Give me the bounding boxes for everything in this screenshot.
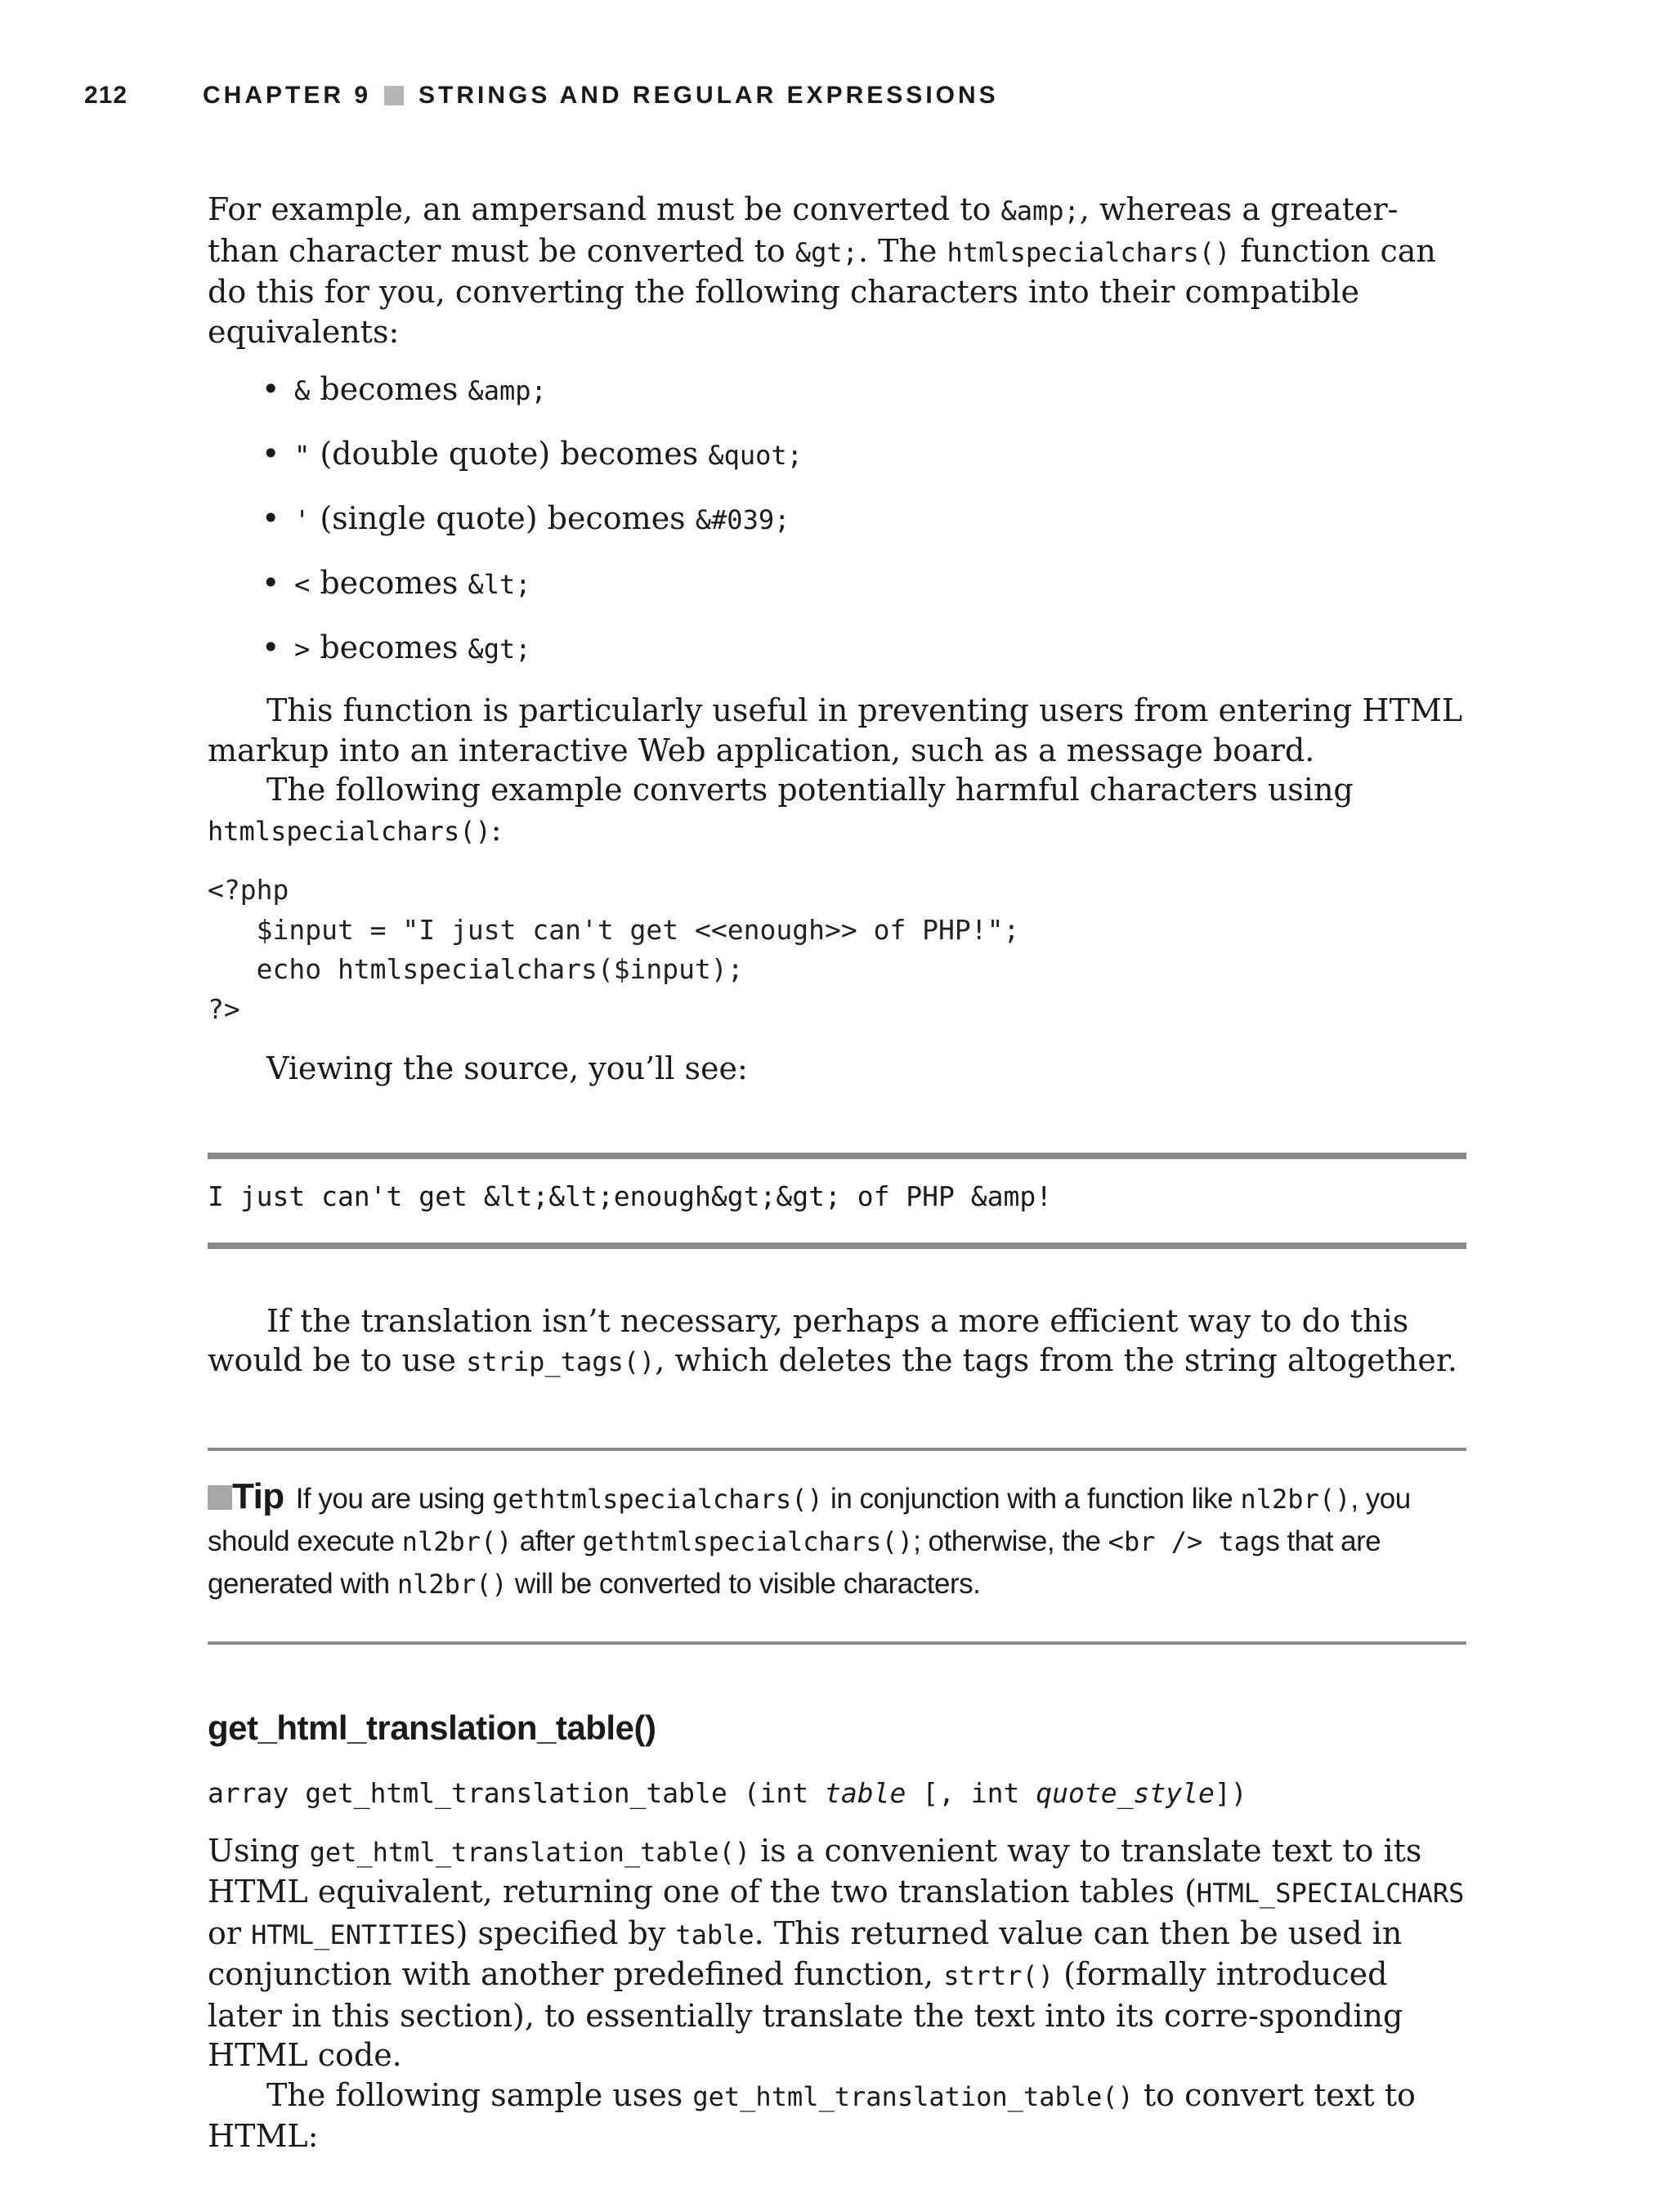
inline-code: htmlspecialchars() [947,236,1231,268]
text: function can do this for you, converting the following characters into their compatible equivalents: [208,232,1436,350]
text: The following sample uses [266,2076,693,2113]
text: ) specified by [455,1914,676,1951]
inline-code: & [294,375,311,406]
inline-code: gethtmlspecialchars() [492,1483,823,1515]
tip-box [208,1448,1466,1645]
inline-code: HTML_SPECIALCHARS [1196,1878,1465,1909]
inline-code: HTML_ENTITIES [251,1919,456,1950]
param-name: quote_style [1036,1776,1215,1809]
text: to convert text to HTML: [208,2076,1416,2154]
inline-code: htmlspecialchars() [208,815,491,847]
text: . The [857,232,947,269]
inline-code: table [675,1919,754,1950]
viewing-paragraph: Viewing the source, you’ll see: [266,1050,748,1086]
code-block: <?php $input = "I just can't get <<enough>> of PHP!"; echo htmlspecialchars($input); ?> [208,874,1020,1025]
text: (single quote) becomes [310,500,696,536]
intro-paragraph [208,190,1466,352]
inline-code: &gt; [794,236,858,268]
text: becomes [310,629,468,665]
example-paragraph [208,770,1466,851]
text: If you are using [295,1482,493,1515]
inline-code: " [294,440,311,471]
sample-paragraph [208,2075,1466,2156]
bullet-icon: • [262,436,280,472]
inline-code: gethtmlspecialchars() [582,1525,914,1557]
using-paragraph [208,1831,1466,2075]
inline-code: &amp; [468,375,547,406]
text: or [208,1914,252,1951]
list-item [262,369,1466,410]
inline-code: nl2br() [401,1525,512,1557]
text: array get_html_translation_table (int [208,1776,825,1809]
inline-code: get_html_translation_table() [692,2080,1134,2112]
page-body [208,190,1466,2156]
inline-code: ' [294,504,311,535]
text: (formally introduced later in this section), to essentially translate the text into its corre-sponding HTML code. [208,1956,1403,2073]
output-box [208,1153,1466,1249]
tip-label: Tip [232,1475,284,1516]
text: in conjunction with a function like [822,1482,1241,1515]
inline-code: strip_tags() [466,1346,656,1377]
inline-code: &#039; [695,504,790,535]
useful-paragraph: This function is particularly useful in preventing users from entering HTML markup into an interactive Web application, such as a message board. [208,692,1463,768]
inline-code: &amp; [1000,195,1080,226]
header-square-icon [384,86,404,105]
conversion-list [208,369,1466,669]
chapter-title: STRINGS AND REGULAR EXPRESSIONS [418,82,999,109]
inline-code: strtr() [943,1960,1054,1991]
text: For example, an ampersand must be converted to [208,191,1001,227]
bullet-icon: • [262,371,280,407]
inline-code: &quot; [708,440,803,471]
bullet-icon: • [262,565,280,601]
inline-code: &gt; [468,634,531,665]
inline-code: > [294,634,311,665]
inline-code: get_html_translation_table() [309,1836,750,1868]
text: If the translation isn’t necessary, perhaps a more efficient way to do this would be to use [208,1302,1409,1378]
list-item [262,499,1466,540]
list-item [262,434,1466,475]
list-item [262,563,1466,604]
inline-code: nl2br() [396,1568,508,1600]
text: : [490,811,502,848]
text: becomes [310,565,468,601]
translation-paragraph [208,1301,1466,1382]
text: is a convenient way to translate text to its HTML equivalent, returning one of the two translation tables ( [208,1832,1422,1910]
chapter-label: CHAPTER 9 [203,82,372,109]
inline-code: nl2br() [1240,1483,1351,1515]
text: ]) [1214,1776,1247,1809]
text: . This returned value can then be used in conjunction with another predefined function, [208,1914,1403,1992]
text: Using [208,1832,310,1869]
text: [, int [906,1776,1036,1809]
text: , which deletes the tags from the string altogether. [655,1342,1457,1378]
text: will be converted to visible characters. [507,1567,981,1600]
section-heading: get_html_translation_table() [208,1708,656,1747]
text: becomes [310,371,468,407]
param-name: table [824,1776,906,1809]
function-signature [208,1774,1466,1813]
text: , you should execute [208,1482,1411,1557]
inline-code: <br /> tag [1108,1525,1266,1557]
output-code: I just can't get &lt;&lt;enough&gt;&gt; of PHP &amp! [208,1180,1053,1212]
text: ; otherwise, the [913,1525,1108,1557]
bullet-icon: • [262,629,280,665]
tip-square-icon [208,1485,232,1510]
text: (double quote) becomes [310,436,709,472]
text: after [512,1525,583,1557]
page-number: 212 [84,82,128,109]
text: s that are generated with [208,1525,1381,1600]
bullet-icon: • [262,500,280,536]
inline-code: &lt; [468,569,531,600]
text: , whereas a greater-than character must be converted to [208,191,1399,269]
running-header [84,82,999,110]
inline-code: < [294,569,311,600]
text: The following example converts potentially harmful characters using [266,772,1354,808]
list-item [262,628,1466,669]
